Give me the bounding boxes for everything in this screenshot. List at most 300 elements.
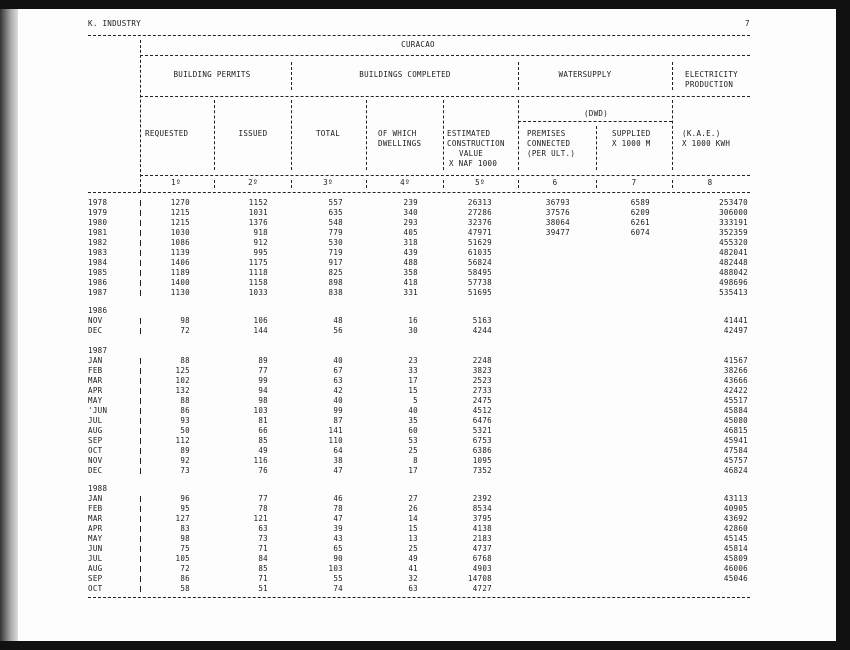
table-cell: 6476 — [472, 416, 492, 425]
row-label: 'JUN — [88, 406, 108, 415]
table-cell: 53 — [408, 436, 418, 445]
column-header: CONNECTED — [527, 139, 571, 148]
table-cell: 127 — [175, 514, 190, 523]
table-cell: 47971 — [467, 228, 492, 237]
table-cell: 45517 — [723, 396, 748, 405]
table-cell: 83 — [180, 524, 190, 533]
table-cell: 74 — [333, 584, 343, 593]
table-cell: 47 — [333, 514, 343, 523]
table-cell: 995 — [253, 248, 268, 257]
row-bar — [140, 546, 141, 552]
table-cell: 99 — [333, 406, 343, 415]
column-divider — [518, 62, 519, 90]
table-cell: 42 — [333, 386, 343, 395]
table-cell: 1406 — [170, 258, 190, 267]
table-cell: 39477 — [545, 228, 570, 237]
row-label: AUG — [88, 426, 103, 435]
column-header: TOTAL — [315, 129, 341, 138]
dashed-rule — [88, 192, 750, 193]
table-cell: 912 — [253, 238, 268, 247]
table-cell: 482448 — [719, 258, 748, 267]
table-cell: 1215 — [170, 208, 190, 217]
table-cell: 1175 — [248, 258, 268, 267]
row-label: DEC — [88, 326, 103, 335]
table-cell: 112 — [175, 436, 190, 445]
column-divider — [672, 62, 673, 90]
table-cell: 39 — [333, 524, 343, 533]
table-cell: 41567 — [723, 356, 748, 365]
column-header: DWELLINGS — [378, 139, 422, 148]
dashed-rule — [140, 96, 750, 97]
row-label: JUL — [88, 416, 103, 425]
column-number: 7 — [631, 178, 637, 187]
table-cell: 105 — [175, 554, 190, 563]
table-cell: 98 — [180, 534, 190, 543]
table-cell: 26 — [408, 504, 418, 513]
row-label: MAY — [88, 534, 103, 543]
table-cell: 43666 — [723, 376, 748, 385]
table-cell: 103 — [328, 564, 343, 573]
table-cell: 779 — [328, 228, 343, 237]
table-cell: 32 — [408, 574, 418, 583]
table-cell: 530 — [328, 238, 343, 247]
column-divider — [366, 180, 367, 188]
row-bar — [140, 526, 141, 532]
table-cell: 73 — [258, 534, 268, 543]
table-cell: 71 — [258, 544, 268, 553]
row-label: JAN — [88, 356, 103, 365]
row-label: 1980 — [88, 218, 108, 227]
table-cell: 825 — [328, 268, 343, 277]
column-divider — [518, 100, 519, 170]
table-cell: 60 — [408, 426, 418, 435]
table-cell: 239 — [403, 198, 418, 207]
column-header: OF WHICH — [378, 129, 417, 138]
table-cell: 14708 — [467, 574, 492, 583]
table-cell: 43 — [333, 534, 343, 543]
table-cell: 1376 — [248, 218, 268, 227]
table-cell: 40 — [333, 396, 343, 405]
row-bar — [140, 200, 141, 206]
table-cell: 47 — [333, 466, 343, 475]
row-label: OCT — [88, 446, 103, 455]
row-bar — [140, 230, 141, 236]
table-cell: 6209 — [630, 208, 650, 217]
table-cell: 30 — [408, 326, 418, 335]
table-cell: 418 — [403, 278, 418, 287]
table-cell: 898 — [328, 278, 343, 287]
row-label: OCT — [88, 584, 103, 593]
table-cell: 45814 — [723, 544, 748, 553]
table-cell: 557 — [328, 198, 343, 207]
column-divider — [214, 180, 215, 188]
row-bar — [140, 220, 141, 226]
row-label: 1987 — [88, 288, 108, 297]
table-cell: 87 — [333, 416, 343, 425]
row-bar — [140, 506, 141, 512]
table-cell: 482041 — [719, 248, 748, 257]
table-cell: 5321 — [472, 426, 492, 435]
row-bar — [140, 328, 141, 334]
table-cell: 4138 — [472, 524, 492, 533]
table-cell: 46006 — [723, 564, 748, 573]
table-cell: 838 — [328, 288, 343, 297]
table-cell: 81 — [258, 416, 268, 425]
table-cell: 1033 — [248, 288, 268, 297]
column-header: (K.A.E.) — [682, 129, 721, 138]
row-bar — [140, 448, 141, 454]
table-cell: 46 — [333, 494, 343, 503]
table-cell: 45809 — [723, 554, 748, 563]
row-bar — [140, 280, 141, 286]
row-label: JUN — [88, 544, 103, 553]
column-header: (PER ULT.) — [527, 149, 576, 158]
table-cell: 78 — [258, 504, 268, 513]
column-divider — [291, 62, 292, 90]
table-cell: 84 — [258, 554, 268, 563]
table-cell: 45884 — [723, 406, 748, 415]
table-cell: 132 — [175, 386, 190, 395]
column-divider — [443, 180, 444, 188]
column-header: REQUESTED — [145, 129, 189, 138]
table-cell: 5 — [413, 396, 418, 405]
table-cell: 488042 — [719, 268, 748, 277]
column-header: X 1000 KWH — [682, 139, 731, 148]
table-cell: 121 — [253, 514, 268, 523]
table-cell: 46824 — [723, 466, 748, 475]
table-cell: 35 — [408, 416, 418, 425]
table-cell: 4737 — [472, 544, 492, 553]
row-bar — [140, 438, 141, 444]
column-number: 8 — [707, 178, 713, 187]
table-cell: 635 — [328, 208, 343, 217]
table-cell: 98 — [258, 396, 268, 405]
table-cell: 42497 — [723, 326, 748, 335]
column-number: 1º — [171, 178, 181, 187]
table-cell: 76 — [258, 466, 268, 475]
row-label: JUL — [88, 554, 103, 563]
table-cell: 73 — [180, 466, 190, 475]
table-cell: 61035 — [467, 248, 492, 257]
row-label: MAR — [88, 514, 103, 523]
row-label: SEP — [88, 574, 103, 583]
dashed-rule — [518, 121, 672, 122]
row-label: SEP — [88, 436, 103, 445]
table-cell: 65 — [333, 544, 343, 553]
column-header: X NAF 1000 — [449, 159, 498, 168]
row-bar — [140, 358, 141, 364]
table-cell: 94 — [258, 386, 268, 395]
table-cell: 1400 — [170, 278, 190, 287]
table-cell: 38064 — [545, 218, 570, 227]
table-cell: 331 — [403, 288, 418, 297]
table-cell: 63 — [408, 584, 418, 593]
row-bar — [140, 368, 141, 374]
table-cell: 26313 — [467, 198, 492, 207]
row-label: 1986 — [88, 278, 108, 287]
row-bar — [140, 270, 141, 276]
table-cell: 293 — [403, 218, 418, 227]
row-bar — [140, 290, 141, 296]
table-cell: 86 — [180, 406, 190, 415]
column-number: 2º — [248, 178, 258, 187]
row-label: NOV — [88, 456, 103, 465]
column-header: CONSTRUCTION — [447, 139, 505, 148]
column-divider — [214, 100, 215, 170]
row-label: 1984 — [88, 258, 108, 267]
group-dwd: (DWD) — [583, 109, 609, 118]
row-bar — [140, 428, 141, 434]
table-cell: 333191 — [719, 218, 748, 227]
table-cell: 27286 — [467, 208, 492, 217]
table-cell: 358 — [403, 268, 418, 277]
dashed-rule — [140, 55, 750, 56]
group-watersupply: WATERSUPPLY — [558, 70, 612, 79]
region-header: CURACAO — [401, 40, 435, 49]
table-cell: 318 — [403, 238, 418, 247]
table-cell: 4512 — [472, 406, 492, 415]
table-cell: 116 — [253, 456, 268, 465]
table-cell: 77 — [258, 494, 268, 503]
table-cell: 78 — [333, 504, 343, 513]
table-cell: 15 — [408, 386, 418, 395]
table-cell: 95 — [180, 504, 190, 513]
table-cell: 535413 — [719, 288, 748, 297]
table-cell: 75 — [180, 544, 190, 553]
table-cell: 67 — [333, 366, 343, 375]
column-divider — [596, 180, 597, 188]
row-bar — [140, 496, 141, 502]
row-bar — [140, 398, 141, 404]
column-divider — [291, 100, 292, 170]
table-cell: 548 — [328, 218, 343, 227]
table-cell: 2733 — [472, 386, 492, 395]
row-label: 1978 — [88, 198, 108, 207]
table-cell: 45080 — [723, 416, 748, 425]
table-cell: 48 — [333, 316, 343, 325]
row-bar — [140, 418, 141, 424]
table-cell: 25 — [408, 446, 418, 455]
page-binding-edge — [0, 9, 18, 641]
table-cell: 3823 — [472, 366, 492, 375]
table-cell: 1086 — [170, 238, 190, 247]
row-bar — [140, 566, 141, 572]
row-bar — [140, 210, 141, 216]
table-cell: 56824 — [467, 258, 492, 267]
table-cell: 55 — [333, 574, 343, 583]
table-cell: 58 — [180, 584, 190, 593]
table-cell: 56 — [333, 326, 343, 335]
table-cell: 37576 — [545, 208, 570, 217]
row-label: 1982 — [88, 238, 108, 247]
row-bar — [140, 318, 141, 324]
block-year-label: 1988 — [88, 484, 108, 493]
row-bar — [140, 388, 141, 394]
dashed-rule — [88, 597, 750, 598]
table-cell: 72 — [180, 326, 190, 335]
table-cell: 6589 — [630, 198, 650, 207]
row-label: 1981 — [88, 228, 108, 237]
table-cell: 6753 — [472, 436, 492, 445]
table-cell: 88 — [180, 356, 190, 365]
dashed-rule — [88, 35, 750, 36]
table-cell: 106 — [253, 316, 268, 325]
row-label: MAR — [88, 376, 103, 385]
row-label: DEC — [88, 466, 103, 475]
table-cell: 47584 — [723, 446, 748, 455]
table-cell: 93 — [180, 416, 190, 425]
table-cell: 6074 — [630, 228, 650, 237]
table-cell: 40 — [408, 406, 418, 415]
table-cell: 7352 — [472, 466, 492, 475]
table-cell: 25 — [408, 544, 418, 553]
column-divider — [366, 100, 367, 170]
table-cell: 85 — [258, 436, 268, 445]
row-bar — [140, 516, 141, 522]
table-cell: 918 — [253, 228, 268, 237]
table-cell: 38 — [333, 456, 343, 465]
column-number: 3º — [323, 178, 333, 187]
table-cell: 66 — [258, 426, 268, 435]
table-cell: 38266 — [723, 366, 748, 375]
table-cell: 4727 — [472, 584, 492, 593]
table-cell: 17 — [408, 376, 418, 385]
row-bar — [140, 458, 141, 464]
table-cell: 1270 — [170, 198, 190, 207]
row-bar — [140, 468, 141, 474]
table-cell: 488 — [403, 258, 418, 267]
table-cell: 51695 — [467, 288, 492, 297]
table-cell: 51629 — [467, 238, 492, 247]
table-cell: 13 — [408, 534, 418, 543]
table-cell: 17 — [408, 466, 418, 475]
table-cell: 63 — [333, 376, 343, 385]
table-cell: 2183 — [472, 534, 492, 543]
table-cell: 99 — [258, 376, 268, 385]
table-cell: 141 — [328, 426, 343, 435]
table-cell: 1139 — [170, 248, 190, 257]
table-cell: 32376 — [467, 218, 492, 227]
table-cell: 455320 — [719, 238, 748, 247]
table-cell: 40905 — [723, 504, 748, 513]
table-cell: 102 — [175, 376, 190, 385]
block-year-label: 1986 — [88, 306, 108, 315]
column-header: SUPPLIED — [612, 129, 651, 138]
table-cell: 40 — [333, 356, 343, 365]
row-label: JAN — [88, 494, 103, 503]
row-label: AUG — [88, 564, 103, 573]
column-number: 4º — [400, 178, 410, 187]
section-title: K. INDUSTRY — [88, 19, 141, 28]
row-bar — [140, 536, 141, 542]
row-label: MAY — [88, 396, 103, 405]
table-cell: 2248 — [472, 356, 492, 365]
table-cell: 125 — [175, 366, 190, 375]
table-cell: 253470 — [719, 198, 748, 207]
table-cell: 98 — [180, 316, 190, 325]
table-cell: 6261 — [630, 218, 650, 227]
table-cell: 439 — [403, 248, 418, 257]
dashed-rule — [140, 175, 750, 176]
table-cell: 88 — [180, 396, 190, 405]
table-cell: 42422 — [723, 386, 748, 395]
table-cell: 72 — [180, 564, 190, 573]
table-cell: 96 — [180, 494, 190, 503]
table-cell: 5163 — [472, 316, 492, 325]
table-cell: 1158 — [248, 278, 268, 287]
row-label: NOV — [88, 316, 103, 325]
table-cell: 63 — [258, 524, 268, 533]
table-cell: 45757 — [723, 456, 748, 465]
table-cell: 43113 — [723, 494, 748, 503]
table-cell: 4244 — [472, 326, 492, 335]
table-cell: 498696 — [719, 278, 748, 287]
table-cell: 41441 — [723, 316, 748, 325]
column-divider — [672, 100, 673, 170]
column-header: ESTIMATED — [447, 129, 491, 138]
row-label: FEB — [88, 366, 103, 375]
table-cell: 86 — [180, 574, 190, 583]
table-cell: 89 — [180, 446, 190, 455]
table-cell: 14 — [408, 514, 418, 523]
table-cell: 90 — [333, 554, 343, 563]
table-cell: 64 — [333, 446, 343, 455]
table-cell: 4903 — [472, 564, 492, 573]
table-cell: 16 — [408, 316, 418, 325]
table-cell: 103 — [253, 406, 268, 415]
row-bar — [140, 408, 141, 414]
table-cell: 23 — [408, 356, 418, 365]
table-cell: 1130 — [170, 288, 190, 297]
table-cell: 41 — [408, 564, 418, 573]
row-bar — [140, 576, 141, 582]
table-cell: 71 — [258, 574, 268, 583]
table-cell: 89 — [258, 356, 268, 365]
table-cell: 85 — [258, 564, 268, 573]
table-cell: 77 — [258, 366, 268, 375]
row-bar — [140, 260, 141, 266]
table-cell: 57738 — [467, 278, 492, 287]
column-header: PREMISES — [527, 129, 566, 138]
group-electricity-2: PRODUCTION — [685, 80, 734, 89]
column-divider — [140, 40, 141, 192]
table-cell: 110 — [328, 436, 343, 445]
table-cell: 27 — [408, 494, 418, 503]
column-number: 5º — [475, 178, 485, 187]
table-cell: 15 — [408, 524, 418, 533]
column-header: ISSUED — [238, 129, 268, 138]
table-cell: 49 — [408, 554, 418, 563]
table-cell: 917 — [328, 258, 343, 267]
row-bar — [140, 586, 141, 592]
table-cell: 58495 — [467, 268, 492, 277]
table-cell: 405 — [403, 228, 418, 237]
row-label: 1985 — [88, 268, 108, 277]
table-cell: 43692 — [723, 514, 748, 523]
table-cell: 2523 — [472, 376, 492, 385]
table-cell: 50 — [180, 426, 190, 435]
table-cell: 33 — [408, 366, 418, 375]
table-cell: 6768 — [472, 554, 492, 563]
table-cell: 1118 — [248, 268, 268, 277]
table-cell: 49 — [258, 446, 268, 455]
group-building-permits: BUILDING PERMITS — [173, 70, 251, 79]
table-cell: 42860 — [723, 524, 748, 533]
table-cell: 2392 — [472, 494, 492, 503]
row-bar — [140, 250, 141, 256]
table-cell: 45145 — [723, 534, 748, 543]
table-cell: 1189 — [170, 268, 190, 277]
